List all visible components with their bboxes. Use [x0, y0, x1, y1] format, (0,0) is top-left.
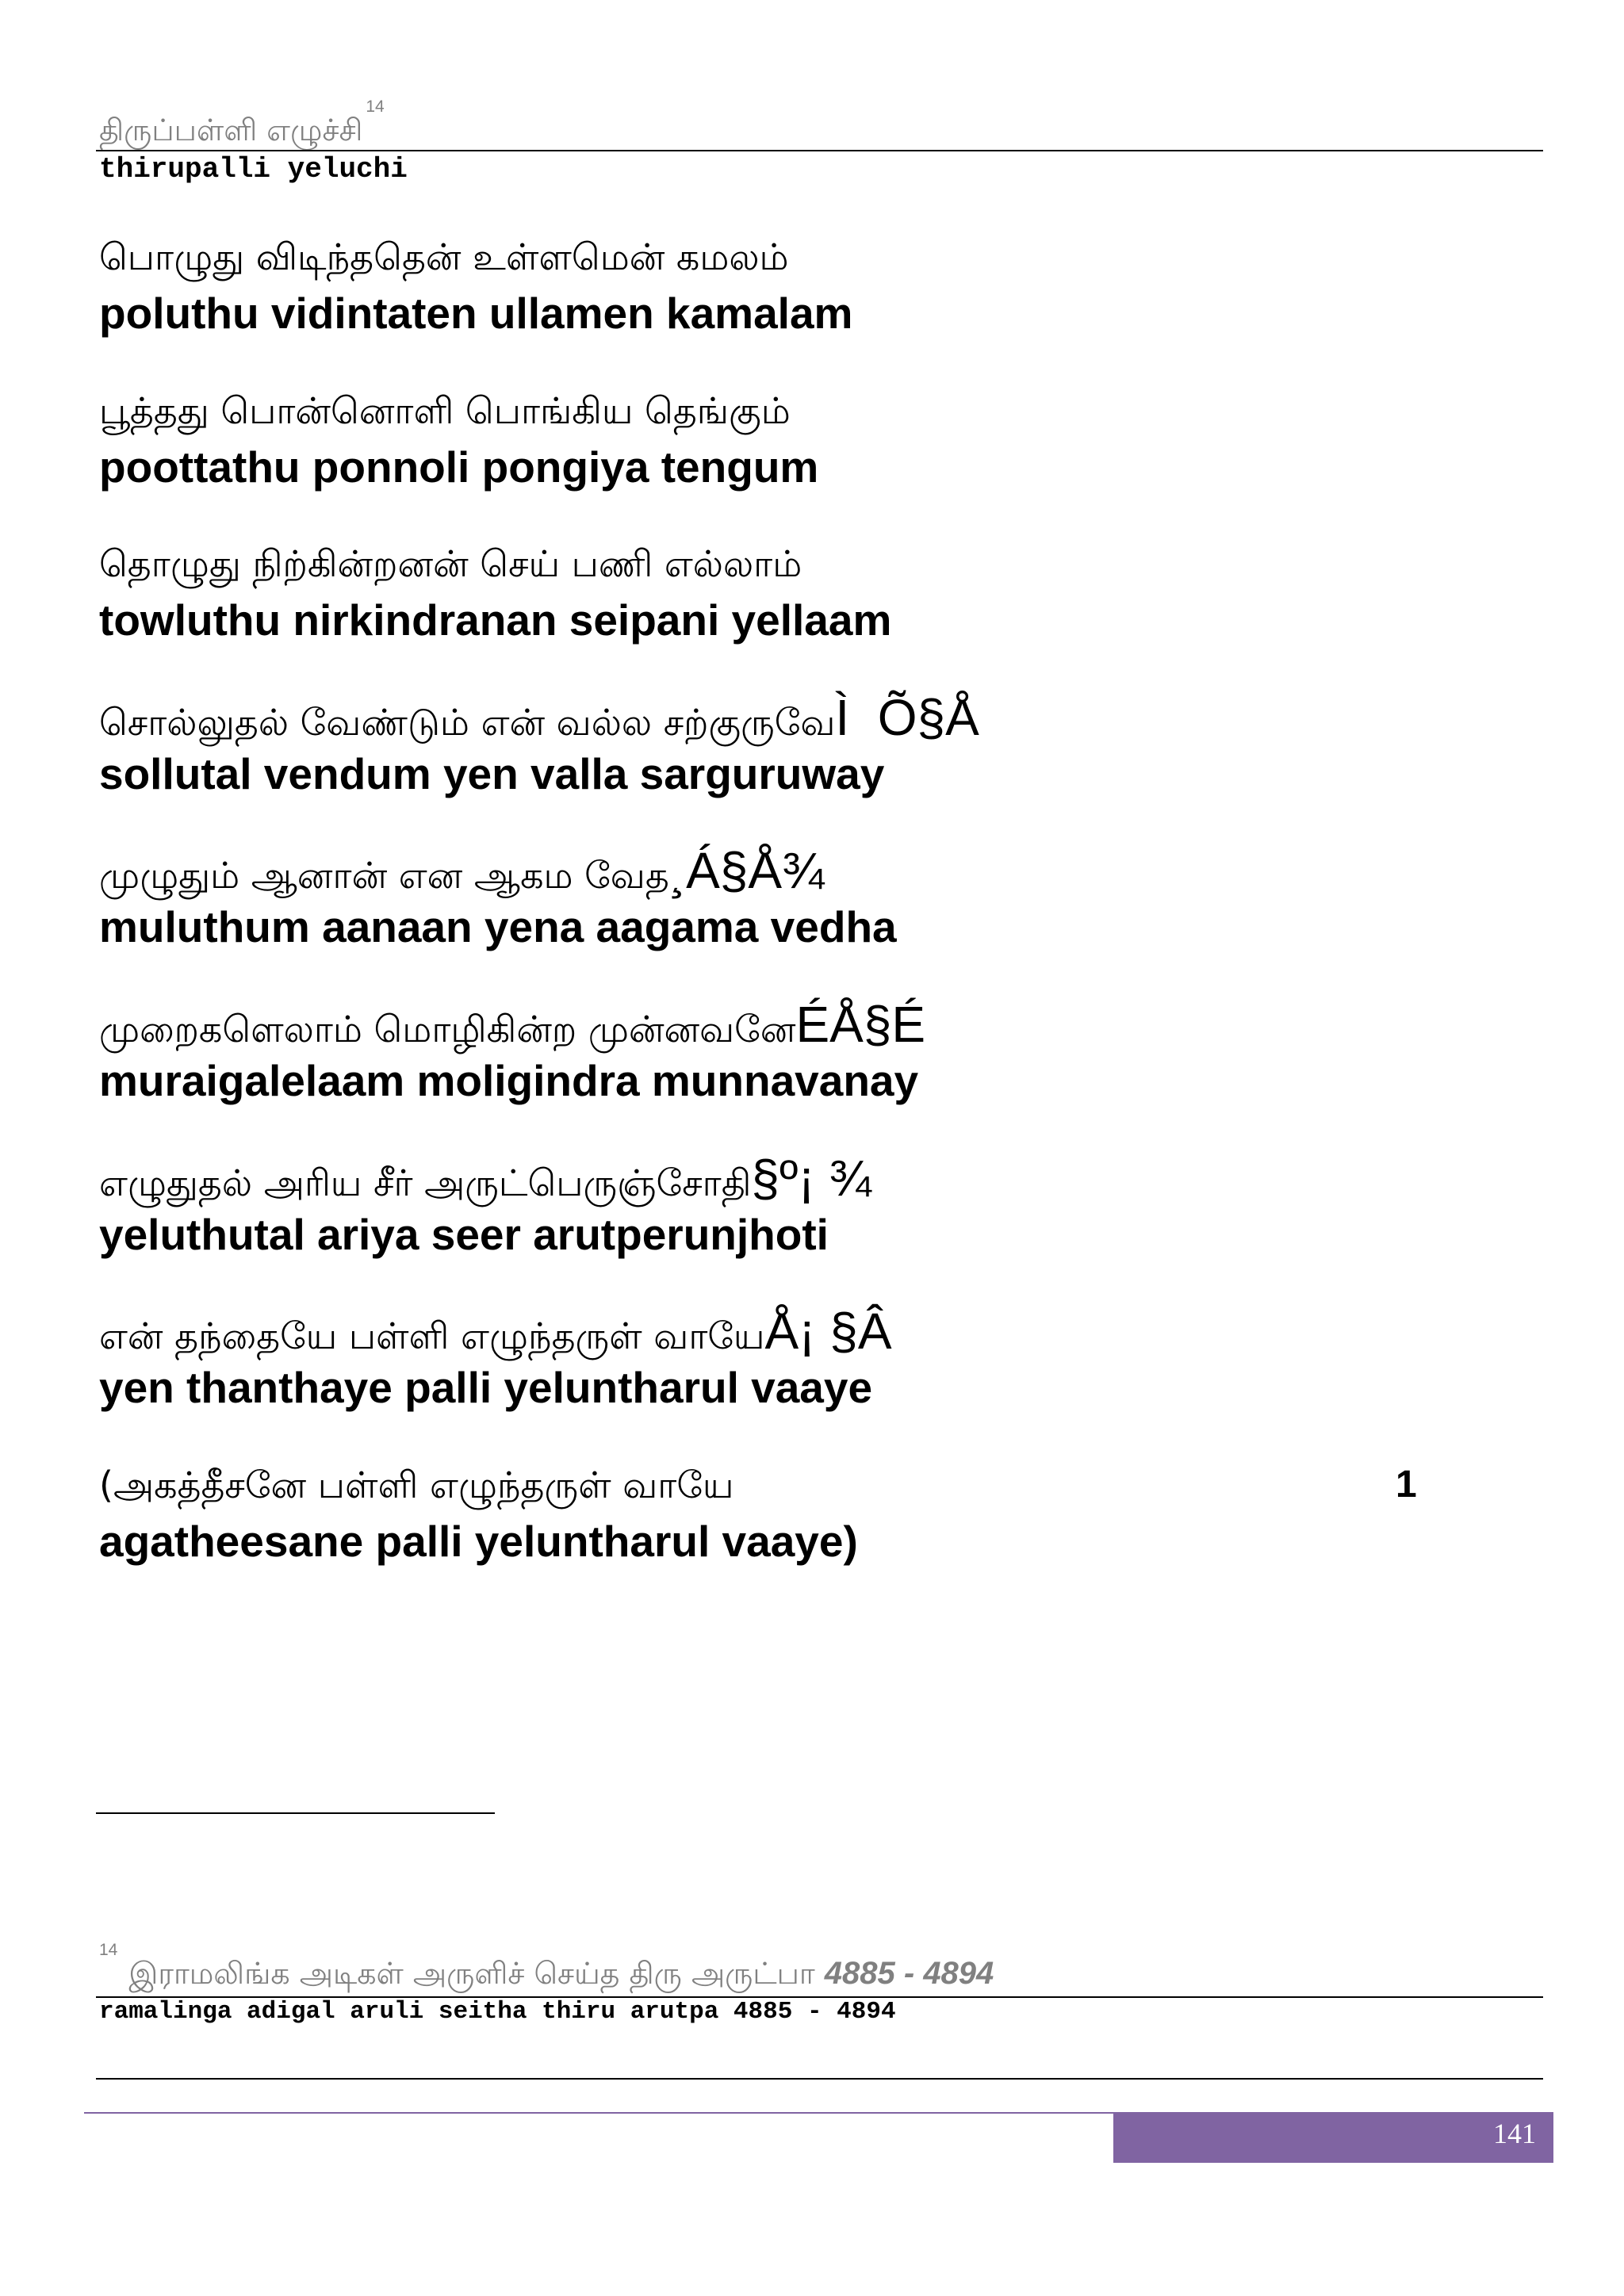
verse-line-pair — [99, 689, 1543, 811]
verse-tamil-line — [99, 996, 926, 1053]
header-rule — [96, 150, 1543, 151]
legacy-encoding-glyphs: ¸Á§Å¾ — [668, 842, 825, 899]
verse-line-pair — [99, 538, 1543, 657]
footnote-number: 14 — [99, 1941, 118, 1959]
tamil-text: முறைகளெலாம் மொழிகின்ற முன்னவனே — [99, 1008, 796, 1050]
footnote-tamil-text: இராமலிங்க அடிகள் அருளிச் செய்த திரு அருட்பா — [128, 1956, 815, 1991]
verse-transliteration: yen thanthaye palli yeluntharul vaaye — [99, 1363, 873, 1412]
tamil-text: பூத்தது பொன்னொளி பொங்கிய தெங்கும் — [99, 389, 791, 432]
verse-line-pair — [99, 1303, 1543, 1425]
verse-tamil-line — [99, 842, 825, 899]
verse-line-pair — [99, 996, 1543, 1118]
verse-transliteration: poluthu vidintaten ullamen kamalam — [99, 289, 853, 338]
footnote-separator — [96, 1812, 495, 1814]
verse-transliteration: muluthum aanaan yena aagama vedha — [99, 902, 897, 951]
tamil-text: சொல்லுதல் வேண்டும் என் வல்ல சற்குருவே — [99, 701, 836, 744]
verse-line-pair — [99, 1460, 1543, 1578]
footnote-latin-text: ramalinga adigal aruli seitha thiru arutpa 4885 - 4894 — [99, 1998, 896, 2026]
footnote — [99, 1941, 994, 1992]
footer-rule — [96, 2078, 1543, 2080]
header-title-latin: thirupalli yeluchi — [99, 153, 408, 186]
legacy-encoding-glyphs: ÉÅ§É — [795, 996, 926, 1053]
tamil-text: என் தந்தையே பள்ளி எழுந்தருள் வாயே — [99, 1314, 765, 1357]
legacy-encoding-glyphs: Ì Õ§Å — [835, 689, 979, 746]
verse-tamil-line — [99, 385, 791, 436]
verse-tamil-line — [99, 1150, 871, 1207]
verse-transliteration: towluthu nirkindranan seipani yellaam — [99, 595, 892, 645]
verse-line-pair — [99, 842, 1543, 964]
tamil-text: பொழுது விடிந்ததென் உள்ளமென் கமலம் — [99, 235, 789, 278]
footnote-reference-mark: 14 — [366, 98, 385, 116]
tamil-text: தொழுது நிற்கின்றனன் செய் பணி எல்லாம் — [99, 542, 802, 585]
footnote-verse-range: 4885 - 4894 — [824, 1956, 994, 1991]
verse-tamil-line — [99, 232, 789, 282]
verse-transliteration: poottathu ponnoli pongiya tengum — [99, 442, 819, 492]
verse-tamil-line — [99, 1460, 733, 1510]
verse-transliteration: sollutal vendum yen valla sarguruway — [99, 749, 885, 798]
page-number-box — [1113, 2114, 1553, 2163]
running-header-title — [99, 98, 385, 149]
legacy-encoding-glyphs: §º¡ ¾ — [751, 1150, 871, 1207]
verse-tamil-line — [99, 1303, 892, 1360]
verse-tamil-line — [99, 689, 979, 746]
tamil-text: முழுதும் ஆனான் என ஆகம வேத — [99, 854, 669, 897]
verse-transliteration: agatheesane palli yeluntharul vaaye) — [99, 1517, 858, 1566]
header-title-tamil: திருப்பள்ளி எழுச்சி — [99, 113, 363, 147]
legacy-encoding-glyphs: Å¡ §Â — [764, 1303, 892, 1360]
verse-tamil-line — [99, 538, 802, 589]
verse-transliteration: yeluthutal ariya seer arutperunjhoti — [99, 1210, 829, 1259]
tamil-text: எழுதுதல் அரிய சீர் அருட்பெருஞ்சோதி — [99, 1161, 752, 1204]
verse-transliteration: muraigalelaam moligindra munnavanay — [99, 1056, 919, 1105]
verse-number: 1 — [1396, 1464, 1417, 1506]
page-number: 141 — [1493, 2118, 1536, 2149]
tamil-text: (அகத்தீசனே பள்ளி எழுந்தருள் வாயே — [99, 1464, 734, 1506]
verse-line-pair — [99, 1150, 1543, 1272]
verse-line-pair — [99, 232, 1543, 350]
verse-line-pair — [99, 385, 1543, 504]
